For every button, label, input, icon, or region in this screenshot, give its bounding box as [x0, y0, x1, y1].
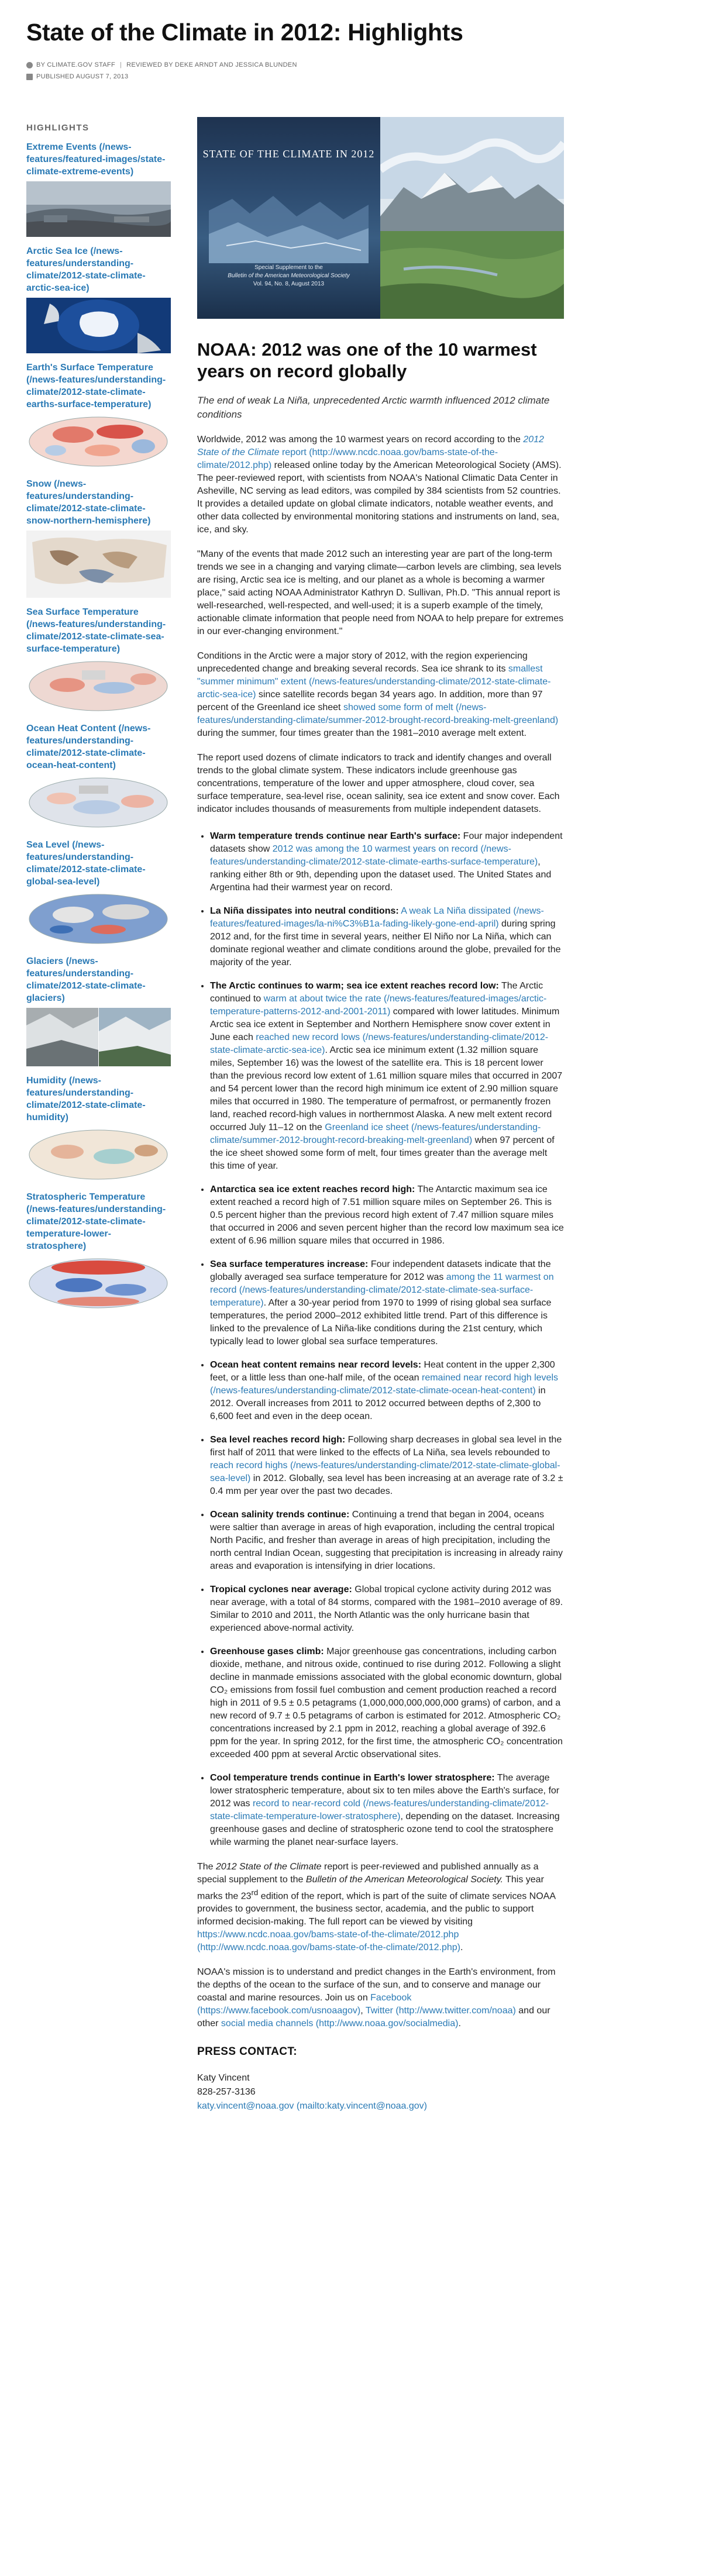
cover-sub-line-1: Special Supplement to the — [254, 264, 323, 271]
stratospheric-temperature-thumbnail[interactable] — [26, 1256, 171, 1311]
finding-link[interactable]: among the 11 warmest on record (/news-features/understanding-climate/2012-state-climate-sea-surface-temperature) — [210, 1272, 554, 1308]
finding-heading: Sea level reaches record high: — [210, 1435, 346, 1445]
sidebar-item-humidity[interactable] — [26, 1075, 171, 1183]
page-title: State of the Climate in 2012: Highlights — [26, 19, 463, 46]
text: , — [360, 2006, 366, 2016]
report-name: 2012 State of the Climate — [216, 1862, 322, 1872]
finding-link[interactable]: remained near record high levels (/news-features/understanding-climate/2012-state-climate-ocean-heat-content) — [210, 1373, 558, 1396]
text: Major greenhouse gas concentrations, including carbon dioxide, methane, and nitrous oxide, continued to rise during 2012. Following a slight decline in manmade emissions associated with the global economic downturn, global CO₂ emissions from fossil fuel combustion and cement production reached a record high in 2011 of 9.5 ± 0.5 petagrams (1,000,000,000,000,000 grams) of carbon, and a new record of 9.7 ± 0.5 petagrams of carbon is estimated for 2012. Atmospheric CO₂ concentrations increased by 2.1 ppm in 2012, reaching a global average of 392.6 ppm for the year. In spring 2012, for the first time, the atmospheric CO₂ concentration exceeded 400 ppm at several Arctic observational sites. — [210, 1647, 563, 1759]
findings-list — [197, 830, 564, 1849]
text: released online today by the American Meteorological Society (AMS). The peer-reviewed report, with scientists from NOAA's National Climatic Data Center in Asheville, NC serving as lead editors, was compiled by 384 scientists from 52 countries. It provides a detailed update on global climate indicators, notable weather events, and other data collected by environmental monitoring stations and instruments on land, sea, ice, and sky. — [197, 460, 562, 535]
contact-name: Katy Vincent — [197, 2073, 250, 2083]
cover-title: STATE OF THE CLIMATE IN 2012 — [202, 148, 375, 160]
text: The Antarctic maximum sea ice extent reached a record high of 7.51 million square miles on September 26. This is 0.5 percent higher than the previous record high extent of 7.47 million square miles that occurred in 2006 and seven percent higher than the record low maximum sea ice extent of 6.96 million square miles that occurred in 1986. — [210, 1184, 564, 1246]
finding-heading: Ocean salinity trends continue: — [210, 1510, 350, 1520]
finding-link[interactable]: 2012 was among the 10 warmest years on record (/news-features/understanding-climate/2012-state-climate-earths-surface-temperature) — [210, 844, 538, 867]
contact-phone: 828-257-3136 — [197, 2087, 256, 2098]
paragraph-report-info — [197, 1861, 564, 1954]
sidebar-item-label[interactable]: Sea Level (/news-features/understanding-climate/2012-state-climate-global-sea-level) — [26, 840, 146, 887]
finding-heading: Tropical cyclones near average: — [210, 1585, 352, 1594]
sidebar-item-glaciers[interactable] — [26, 955, 171, 1066]
highlights-sidebar — [26, 123, 171, 1320]
finding-arctic — [210, 980, 564, 1173]
byline: BY CLIMATE.GOV STAFF — [36, 61, 115, 68]
finding-surface-temperature — [210, 830, 564, 894]
finding-link[interactable]: reached new record lows (/news-features/understanding-climate/2012-state-climate-arctic-sea-ice) — [210, 1032, 549, 1055]
text: Conditions in the Arctic were a major story of 2012, with the region experiencing unprecedented change and breaking several records. Sea ice shrank to its — [197, 651, 528, 674]
sidebar-item-label[interactable]: Arctic Sea Ice (/news-features/understanding-climate/2012-state-climate-arctic-sea-ice) — [26, 246, 146, 293]
text: during the summer, four times greater than the 1981–2010 average melt extent. — [197, 728, 526, 738]
paragraph-arctic — [197, 650, 564, 740]
sidebar-item-snow[interactable] — [26, 478, 171, 598]
publish-date: PUBLISHED AUGUST 7, 2013 — [36, 73, 129, 80]
sea-surface-temperature-thumbnail[interactable] — [26, 659, 171, 714]
cover-subtitle — [197, 264, 380, 288]
bulletin-name: Bulletin of the American Meteorological Society. — [305, 1875, 503, 1885]
finding-antarctica — [210, 1183, 564, 1248]
finding-heading: Warm temperature trends continue near Earth's surface: — [210, 831, 461, 841]
sidebar-heading: HIGHLIGHTS — [26, 123, 90, 133]
paragraph-quote: "Many of the events that made 2012 such an interesting year are part of the long-term trends we see in a changing and varying climate—carbon levels are climbing, sea levels are rising, Arctic sea ice is melting, and our planet as a whole is becoming a warmer place," said acting NOAA Administrator Kathryn D. Sullivan, Ph.D. "This annual report is well-researched, well-respected, and well-used; it is a superb example of the timely, actionable climate information that people need from NOAA to help prepare for extremes in our ever-changing environment." — [197, 549, 564, 636]
text: since satellite records began 34 years ago. In addition, more than 97 percent of the Greenland ice sheet — [197, 690, 543, 712]
text: in 2012. Overall increases from 2011 to 2012 occurred between depths of 2,300 to 6,600 feet and even in the deep ocean. — [210, 1386, 546, 1421]
finding-salinity — [210, 1509, 564, 1573]
text: . After a 30-year period from 1970 to 1999 of rising global sea surface temperatures, the period 2000–2012 exhibited little trend. Part of this difference is linked to the prevalence of La Niña-like conditions during the 21st century, which typically lead to lower global sea surface temperatures. — [210, 1298, 552, 1346]
twitter-link[interactable]: Twitter (http://www.twitter.com/noaa) — [365, 2006, 516, 2016]
finding-heading: Greenhouse gases climb: — [210, 1647, 324, 1657]
finding-cyclones — [210, 1583, 564, 1635]
text: Global tropical cyclone activity during 2012 was near average, with a total of 84 storms, compared with the 1981–2010 average of 89. Similar to 2010 and 2011, the North Atlantic was the only hurricane basin that experienced above-normal activity. — [210, 1585, 563, 1633]
author-icon — [26, 62, 33, 68]
sidebar-item-label[interactable]: Sea Surface Temperature (/news-features/understanding-climate/2012-state-climate-sea-surface-temperature) — [26, 607, 166, 654]
text: Following sharp decreases in global sea level in the first half of 2011 that were linked to the effects of La Niña, sea levels rebounded to — [210, 1435, 562, 1458]
finding-heading: Ocean heat content remains near record levels: — [210, 1360, 422, 1370]
text: and our other — [197, 2006, 550, 2029]
text: Continuing a trend that began in 2004, oceans were saltier than average in areas of high evaporation, including the central tropical North Pacific, and fresher than average in areas of high precipitation, including the north central Indian Ocean, suggesting that precipitation is increasing in already rainy areas and evaporation is intensifying in drier locations. — [210, 1510, 563, 1571]
finding-link[interactable]: Greenland ice sheet (/news-features/understanding-climate/summer-2012-brought-record-breaking-melt-greenland) — [210, 1122, 541, 1145]
text: The — [197, 1862, 216, 1872]
ordinal-suffix: rd — [251, 1888, 259, 1897]
finding-link[interactable]: record to near-record cold (/news-features/understanding-climate/2012-state-climate-temperature-lower-stratosphere) — [210, 1799, 549, 1821]
press-contact-heading: PRESS CONTACT: — [197, 2045, 297, 2058]
cover-sub-line-2: Bulletin of the American Meteorological Society — [228, 273, 350, 279]
meta-separator: | — [119, 61, 122, 68]
snow-thumbnail[interactable] — [26, 531, 171, 598]
text: compared with lower latitudes. Minimum Arctic sea ice extent in September and Northern Hemisphere snow cover extent in June each — [210, 1007, 560, 1042]
finding-greenhouse-gases — [210, 1645, 564, 1761]
finding-sea-level — [210, 1434, 564, 1498]
text: when 97 percent of the ice sheet showed some form of melt, four times greater than the average melt this time of year. — [210, 1135, 555, 1171]
reviewers: REVIEWED BY DEKE ARNDT AND JESSICA BLUNDEN — [126, 61, 297, 68]
text: NOAA's mission is to understand and predict changes in the Earth's environment, from the depths of the ocean to the surface of the sun, and to conserve and manage our coastal and marine resources. Join us on — [197, 1967, 556, 2003]
finding-la-nina — [210, 905, 564, 969]
full-report-link[interactable]: https://www.ncdc.noaa.gov/bams-state-of-the-climate/2012.php (http://www.ncdc.noaa.gov/bams-state-of-the-climate/2012.php) — [197, 1930, 460, 1953]
text: This year marks the 23 — [197, 1875, 544, 1902]
finding-heading: La Niña dissipates into neutral conditions: — [210, 906, 399, 916]
finding-sea-surface — [210, 1258, 564, 1348]
text: The Arctic continued to — [210, 981, 543, 1004]
paragraph-noaa-mission — [197, 1966, 564, 2030]
report-cover — [197, 117, 380, 319]
sidebar-item-label[interactable]: Stratospheric Temperature (/news-features/understanding-climate/2012-state-climate-temperature-lower-stratosphere) — [26, 1192, 166, 1251]
sidebar-item-label[interactable]: Earth's Surface Temperature (/news-features/understanding-climate/2012-state-climate-earths-surface-temperature) — [26, 363, 166, 409]
cover-ice-graphic — [209, 187, 369, 263]
finding-stratosphere — [210, 1772, 564, 1849]
sidebar-item-sea-level[interactable] — [26, 839, 171, 947]
text: . Arctic sea ice minimum extent (1.32 million square miles, September 16) was the lowest of the satellite era. This is 18 percent lower than the previous record low extent of 1.61 million square miles that occurred in 2007 and 54 percent lower than the record high minimum ice extent of 2.90 million square miles that occurred in 1980. The temperature of permafrost, or permanently frozen land, reached record-high values in northernmost Alaska. A new melt extent record occurred July 11–12 on the — [210, 1045, 563, 1132]
sea-ice-link[interactable]: smallest "summer minimum" extent (/news-features/understanding-climate/2012-state-climate-arctic-sea-ice) — [197, 664, 551, 700]
calendar-icon — [26, 74, 33, 80]
arctic-sea-ice-thumbnail[interactable] — [26, 298, 171, 353]
hero-image — [197, 117, 564, 319]
text: Worldwide, 2012 was among the 10 warmest years on record according to the — [197, 435, 524, 445]
sidebar-item-label[interactable]: Ocean Heat Content (/news-features/understanding-climate/2012-state-climate-ocean-heat-content) — [26, 724, 151, 770]
finding-heading: Sea surface temperatures increase: — [210, 1259, 369, 1269]
extreme-events-thumbnail[interactable] — [26, 181, 171, 237]
sidebar-item-ocean-heat-content[interactable] — [26, 722, 171, 831]
landscape-photo — [380, 117, 564, 319]
link-text[interactable]: 2012 State of the Climate — [197, 435, 544, 457]
text: Four independent datasets indicate that the globally averaged sea surface temperature for 2012 was — [210, 1259, 551, 1282]
ocean-heat-content-thumbnail[interactable] — [26, 775, 171, 831]
text: during spring 2012 and, for the first time in several years, neither El Niño nor La Niña, which can dominate regional weather and climate conditions around the globe, prevailed for the majority of the year. — [210, 919, 561, 967]
sidebar-item-sea-surface-temperature[interactable] — [26, 606, 171, 714]
cover-sub-line-3: Vol. 94, No. 8, August 2013 — [253, 281, 325, 287]
article-main — [197, 117, 564, 2113]
article-body — [197, 433, 564, 2113]
press-contact — [197, 2071, 564, 2113]
finding-heading: The Arctic continues to warm; sea ice extent reaches record low: — [210, 981, 499, 991]
surface-temperature-thumbnail[interactable] — [26, 414, 171, 470]
text: , depending on the dataset. Increasing greenhouse gases and decline of stratospheric ozone tend to cool the stratosphere while warming the planet near-surface layers. — [210, 1812, 560, 1847]
finding-heading: Cool temperature trends continue in Earth's lower stratosphere: — [210, 1773, 495, 1783]
text: Heat content in the upper 2,300 feet, or a little less than one-half mile, of the ocean — [210, 1360, 555, 1383]
facebook-link[interactable]: Facebook (https://www.facebook.com/usnoaagov) — [197, 1993, 412, 2016]
sidebar-item-extreme-events[interactable] — [26, 141, 171, 237]
sidebar-item-label[interactable]: Humidity (/news-features/understanding-climate/2012-state-climate-humidity) — [26, 1076, 146, 1122]
contact-email-link[interactable]: katy.vincent@noaa.gov (mailto:katy.vincent@noaa.gov) — [197, 2101, 427, 2112]
social-media-link[interactable]: social media channels (http://www.noaa.gov/socialmedia) — [221, 2019, 459, 2029]
finding-link[interactable]: A weak La Niña dissipated (/news-features/featured-images/la-ni%C3%B1a-fading-likely-gone-end-april) — [210, 906, 544, 929]
text: edition of the report, which is part of the suite of climate services NOAA provides to government, the business sector, academia, and the public to support informed decision-making. The full report can be viewed by visiting — [197, 1891, 556, 1927]
greenland-melt-link[interactable]: showed some form of melt (/news-features/understanding-climate/summer-2012-brought-record-breaking-melt-greenland) — [197, 702, 559, 725]
text: The average lower stratospheric temperature, about six to ten miles above the Earth's surface, for 2012 was — [210, 1773, 560, 1809]
sidebar-item-label[interactable]: Snow (/news-features/understanding-climate/2012-state-climate-snow-northern-hemisphere) — [26, 479, 151, 526]
article-headline: NOAA: 2012 was one of the 10 warmest years on record globally — [197, 339, 537, 381]
finding-heading: Antarctica sea ice extent reaches record high: — [210, 1184, 415, 1194]
link-text[interactable]: report (http://www.ncdc.noaa.gov/bams-state-of-the-climate/2012.php) — [197, 447, 498, 470]
glaciers-thumbnail[interactable] — [26, 1008, 171, 1066]
text: Four major independent datasets show — [210, 831, 563, 854]
text: , ranking either 8th or 9th, depending upon the dataset used. The United States and Argentina had their warmest year on record. — [210, 857, 552, 893]
text: report is peer-reviewed and published annually as a special supplement to the — [197, 1862, 539, 1885]
finding-ocean-heat — [210, 1359, 564, 1423]
sidebar-item-surface-temperature[interactable] — [26, 361, 171, 470]
text: in 2012. Globally, sea level has been increasing at an average rate of 3.2 ± 0.4 mm per year over the past two decades. — [210, 1473, 563, 1496]
sidebar-item-label[interactable]: Glaciers (/news-features/understanding-climate/2012-state-climate-glaciers) — [26, 956, 146, 1003]
sidebar-item-stratospheric-temperature[interactable] — [26, 1191, 171, 1311]
sidebar-item-label[interactable]: Extreme Events (/news-features/featured-images/state-climate-extreme-events) — [26, 142, 166, 177]
paragraph-intro — [197, 433, 564, 536]
text: . — [460, 1943, 463, 1953]
finding-link[interactable]: reach record highs (/news-features/understanding-climate/2012-state-climate-global-sea-level) — [210, 1461, 560, 1483]
text: . — [458, 2019, 461, 2029]
humidity-thumbnail[interactable] — [26, 1127, 171, 1183]
paragraph-indicators: The report used dozens of climate indicators to track and identify changes and overall trends to the global climate system. These indicators include greenhouse gas concentrations, temperature of the lower and upper atmosphere, cloud cover, sea surface temperature, sea-level rise, ocean salinity, sea ice extent and snow cover. Each indicator includes thousands of measurements from multiple independent datasets. — [197, 753, 560, 814]
sidebar-item-arctic-sea-ice[interactable] — [26, 245, 171, 353]
article-subhead: The end of weak La Niña, unprecedented Arctic warmth influenced 2012 climate conditions — [197, 395, 550, 420]
finding-link[interactable]: warm at about twice the rate (/news-features/featured-images/arctic-temperature-patterns-2012-and-2001-2011) — [210, 994, 547, 1017]
sea-level-thumbnail[interactable] — [26, 891, 171, 947]
article-page — [26, 19, 676, 2112]
article-meta — [26, 59, 676, 82]
